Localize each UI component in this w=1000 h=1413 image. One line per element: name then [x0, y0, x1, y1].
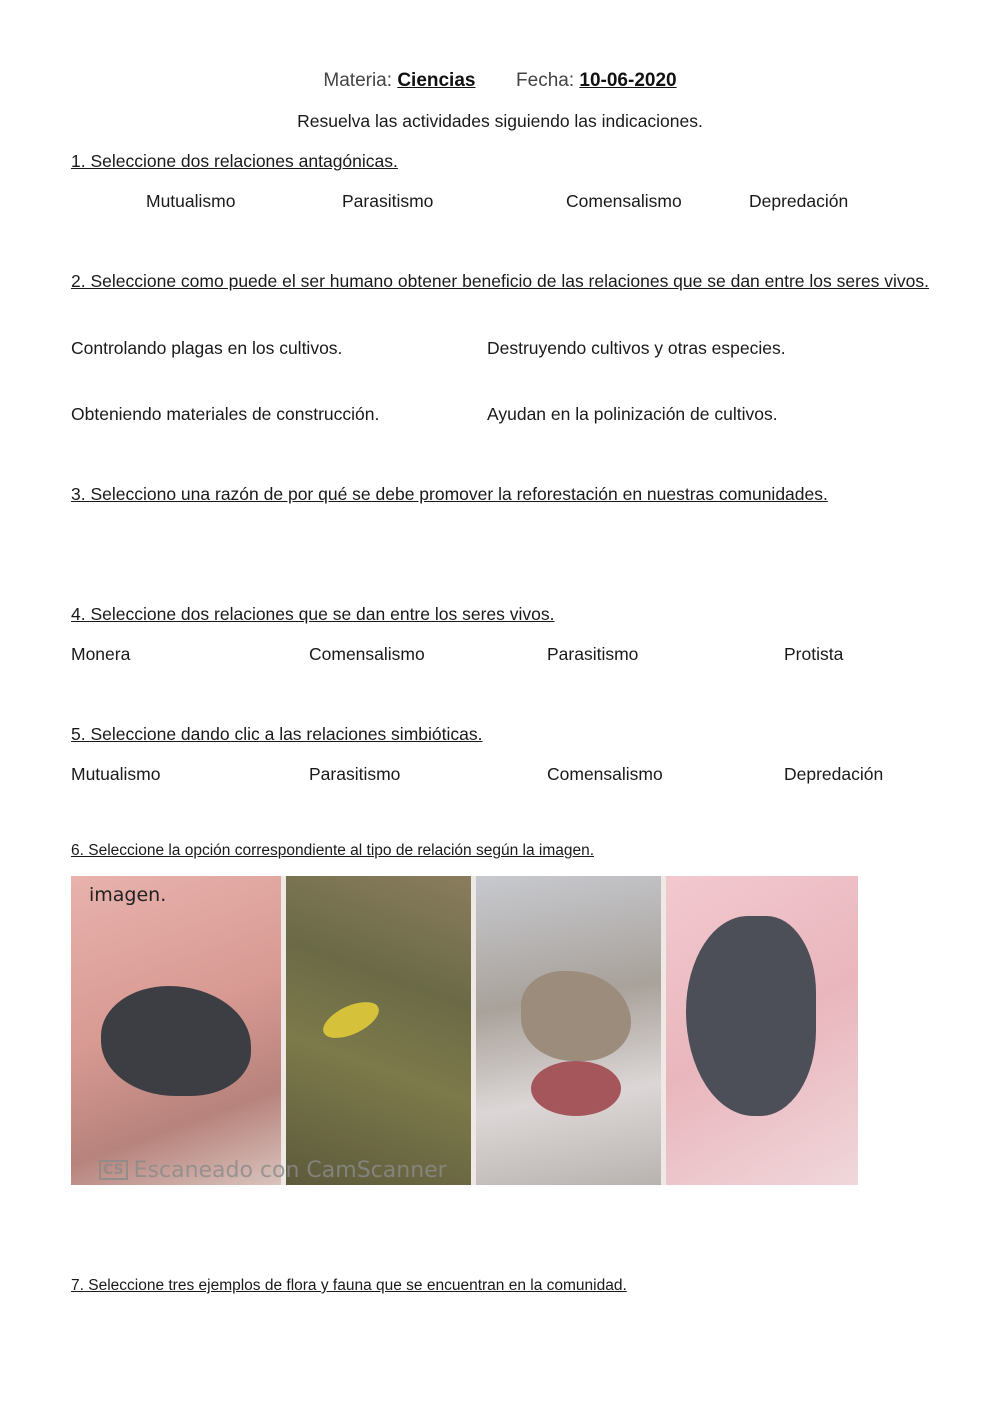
- bird-shape: [318, 995, 384, 1046]
- q1-option-3[interactable]: Comensalismo: [566, 191, 682, 211]
- question-3: 3. Selecciono una razón de por qué se debe promover la reforestación en nuestras comunidades.: [71, 484, 828, 504]
- q2-option-3[interactable]: Obteniendo materiales de construcción.: [71, 404, 380, 424]
- q4-option-4[interactable]: Protista: [784, 644, 844, 664]
- header: [0, 70, 1000, 92]
- wolf-shape: [521, 971, 631, 1061]
- q4-option-3[interactable]: Parasitismo: [547, 644, 639, 664]
- question-2: 2. Seleccione como puede el ser humano obtener beneficio de las relaciones que se dan entre los seres vivos.: [71, 271, 930, 291]
- question-4: 4. Seleccione dos relaciones que se dan entre los seres vivos.: [71, 604, 555, 624]
- instructions: Resuelva las actividades siguiendo las indicaciones.: [297, 111, 703, 131]
- q1-option-2[interactable]: Parasitismo: [342, 191, 434, 211]
- watermark-text: Escaneado con CamScanner: [133, 1158, 447, 1183]
- q4-option-1[interactable]: Monera: [71, 644, 131, 664]
- scanner-logo-icon: CS: [99, 1160, 128, 1180]
- q2-option-1[interactable]: Controlando plagas en los cultivos.: [71, 338, 343, 358]
- prey-shape: [531, 1061, 621, 1116]
- q5-option-4[interactable]: Depredación: [784, 764, 884, 784]
- relation-photo: [71, 876, 858, 1185]
- photo-panel-bird[interactable]: [286, 876, 471, 1185]
- photo-panel-wolf[interactable]: [476, 876, 661, 1185]
- q2-option-4[interactable]: Ayudan en la polinización de cultivos.: [487, 404, 778, 424]
- fecha-value: 10-06-2020: [579, 70, 677, 91]
- scanner-watermark: [99, 1158, 447, 1183]
- q2-option-2[interactable]: Destruyendo cultivos y otras especies.: [487, 338, 786, 358]
- q1-option-1[interactable]: Mutualismo: [146, 191, 236, 211]
- photo-panel-parasite[interactable]: [666, 876, 858, 1185]
- q4-option-2[interactable]: Comensalismo: [309, 644, 425, 664]
- q5-option-1[interactable]: Mutualismo: [71, 764, 161, 784]
- q5-option-3[interactable]: Comensalismo: [547, 764, 663, 784]
- question-6: 6. Seleccione la opción correspondiente al tipo de relación según la imagen.: [71, 842, 595, 859]
- q5-option-2[interactable]: Parasitismo: [309, 764, 401, 784]
- q1-option-4[interactable]: Depredación: [749, 191, 849, 211]
- materia-label: Materia:: [323, 70, 393, 91]
- materia-value: Ciencias: [397, 70, 476, 91]
- question-1: 1. Seleccione dos relaciones antagónicas.: [71, 151, 398, 171]
- buffalo-shape: [101, 986, 251, 1096]
- question-5: 5. Seleccione dando clic a las relaciones simbióticas.: [71, 724, 483, 744]
- question-7: 7. Seleccione tres ejemplos de flora y fauna que se encuentran en la comunidad.: [71, 1277, 627, 1294]
- creature-shape: [686, 916, 816, 1116]
- photo-label: imagen.: [89, 884, 167, 906]
- photo-panel-buffalo[interactable]: [71, 876, 281, 1185]
- fecha-label: Fecha:: [516, 70, 575, 91]
